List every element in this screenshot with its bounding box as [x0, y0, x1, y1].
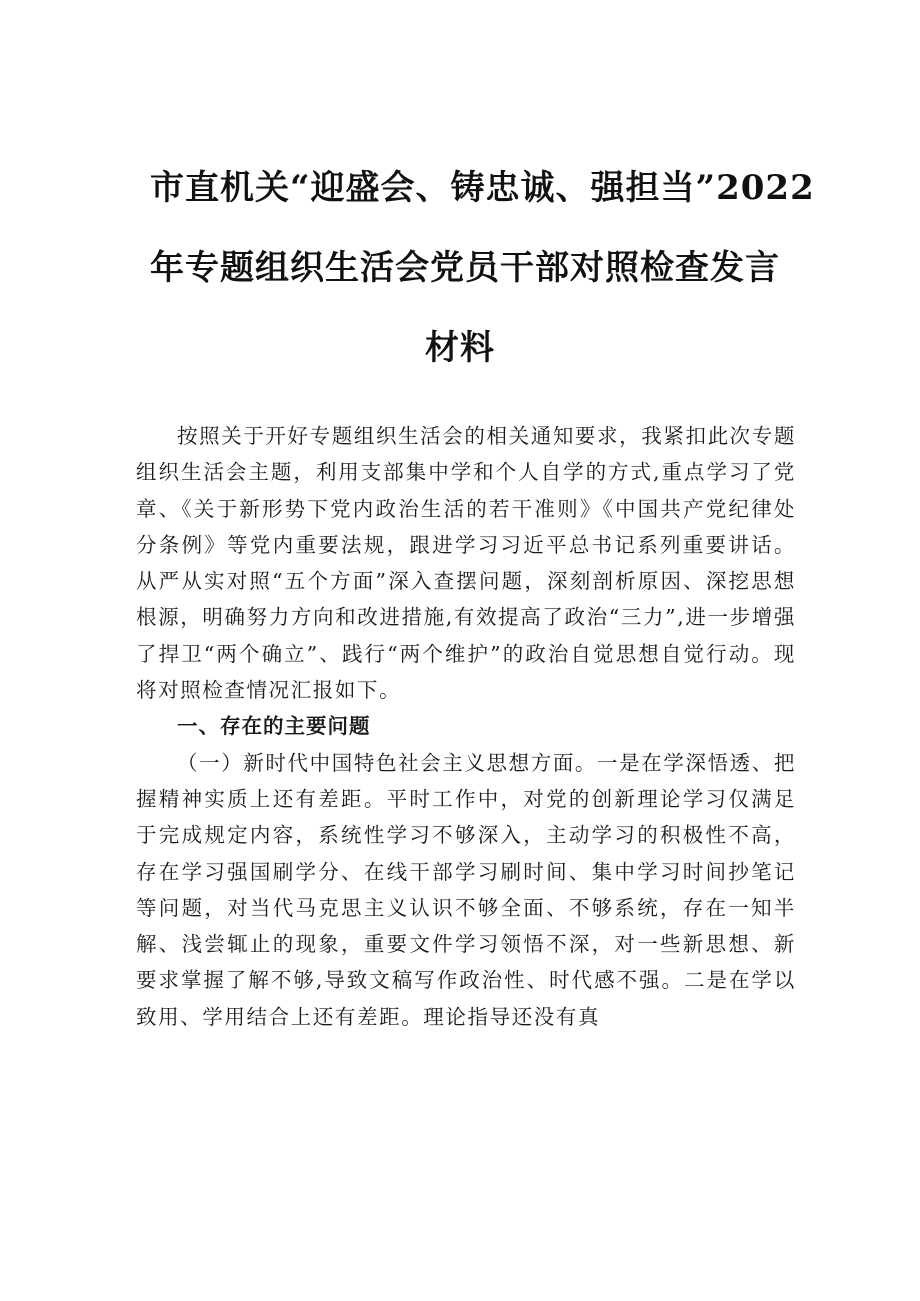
document-title: [150, 148, 815, 388]
section-heading: 一、存在的主要问题: [177, 714, 371, 739]
title-line-3: 材料: [425, 328, 495, 368]
section-paragraph: （一）新时代中国特色社会主义思想方面。一是在学深悟透、把握精神实质上还有差距。平时工作中，对党的创新理论学习仅满足于完成规定内容，系统性学习不够深入，主动学习的积极性不高，存在学习强国刷学分、在线干部学习刷时间、集中学习时间抄笔记等问题，对当代马克思主义认识不够全面、不够系统，存在一知半解、浅尝辄止的现象，重要文件学习领悟不深，对一些新思想、新要求掌握了解不够,导致文稿写作政治性、时代感不强。二是在学以致用、学用结合上还有差距。理论指导还没有真: [136, 750, 796, 1029]
title-line-2: 年专题组织生活会党员干部对照检查发言: [150, 248, 780, 288]
document-body: [136, 418, 796, 1035]
intro-paragraph: 按照关于开好专题组织生活会的相关通知要求，我紧扣此次专题组织生活会主题，利用支部集中学和个人自学的方式,重点学习了党章、《关于新形势下党内政治生活的若干准则》《中国共产党纪律处分条例》等党内重要法规，跟进学习习近平总书记系列重要讲话。从严从实对照“五个方面”深入查摆问题，深刻剖析原因、深挖思想根源，明确努力方向和改进措施,有效提高了政治“三力”,进一步增强了捍卫“两个确立”、践行“两个维护”的政治自觉思想自觉行动。现将对照检查情况汇报如下。: [136, 424, 796, 703]
title-line-1: 市直机关“迎盛会、铸忠诚、强担当”2022: [150, 168, 815, 208]
